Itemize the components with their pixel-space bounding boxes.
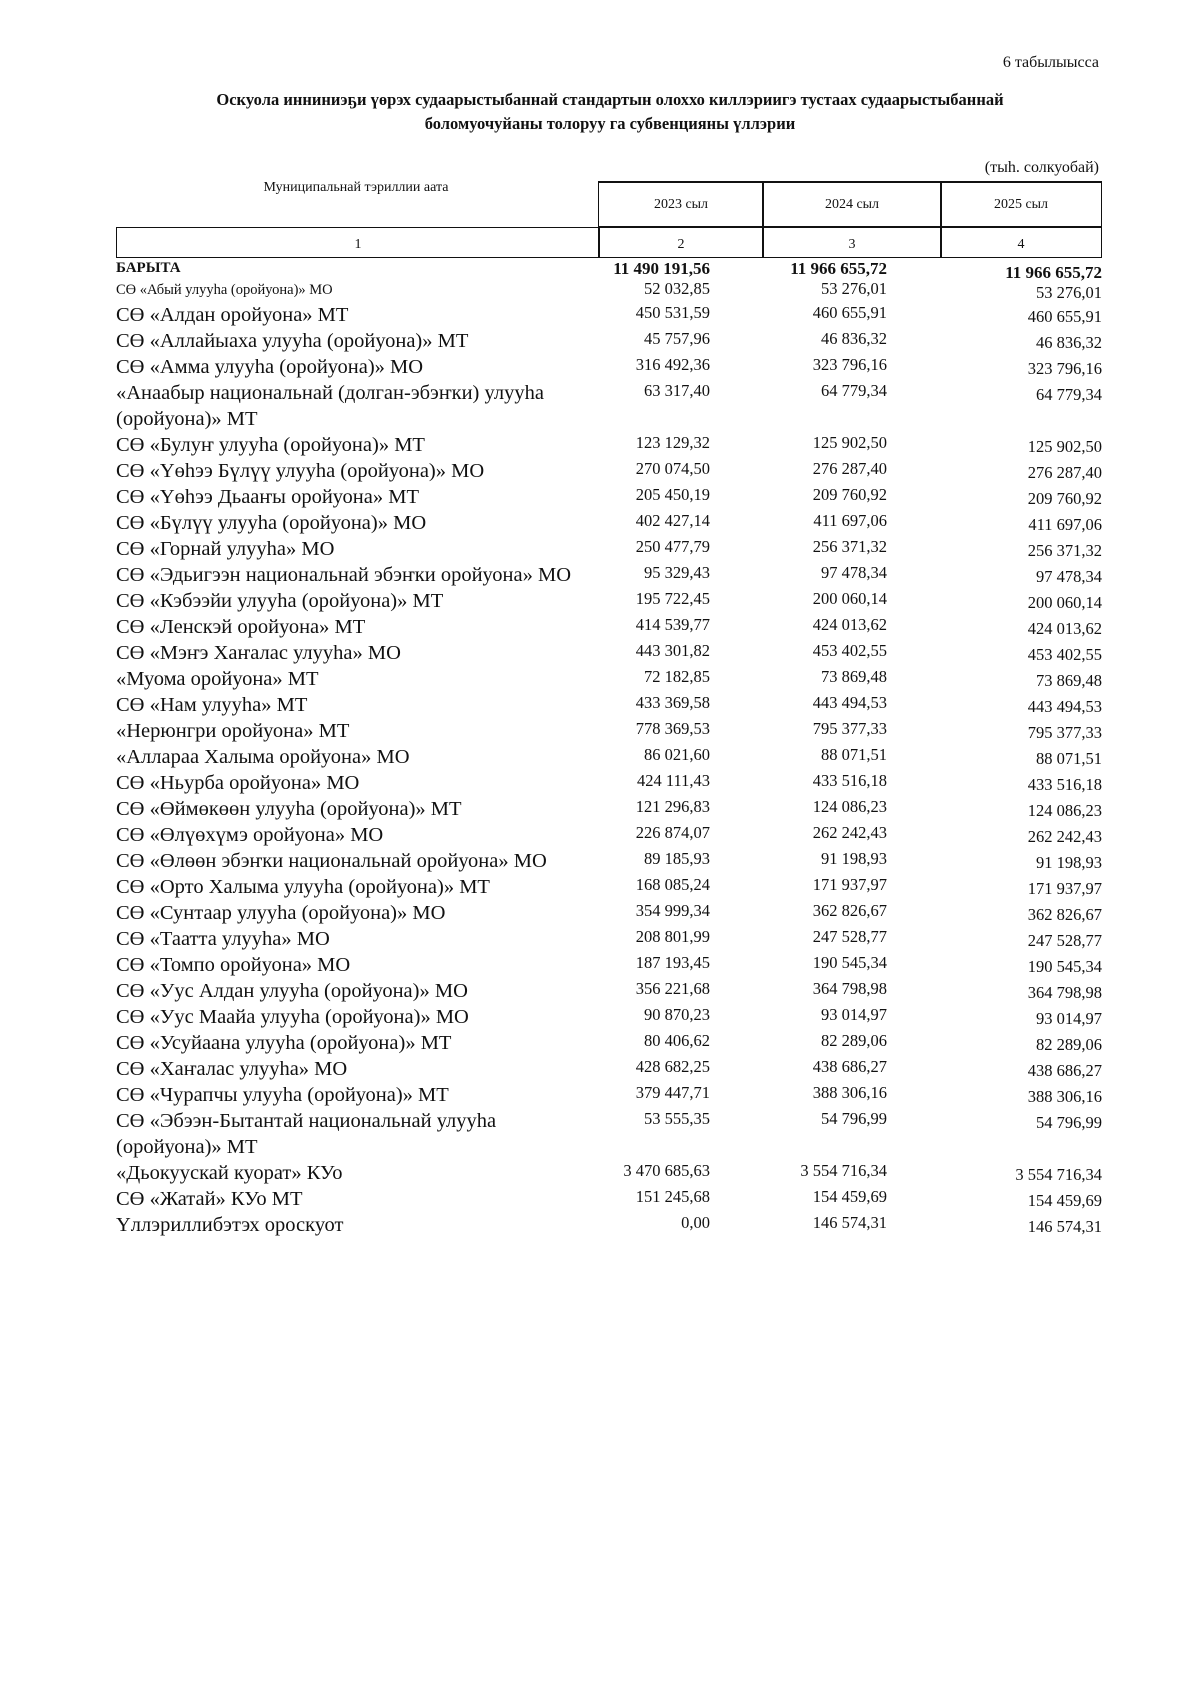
row-value-2024: 97 478,34 [821,563,887,582]
row-value-2024: 200 060,14 [812,589,887,608]
row-name: СӨ «Жатай» КУо МТ [116,1188,303,1210]
row-value-2024: 124 086,23 [812,797,887,816]
table-row [116,1056,1102,1082]
row-value-2025: 364 798,98 [1027,983,1102,1002]
row-value-2025: 11 966 655,72 [1005,263,1102,282]
row-value-2025: 388 306,16 [1027,1087,1102,1106]
table-row [116,614,1102,640]
row-name: СӨ «Усуйаана улууһа (оройуона)» МТ [116,1032,452,1054]
row-value-2023: 151 245,68 [635,1187,710,1206]
row-value-2024: 411 697,06 [813,511,887,530]
row-name: «Анаабыр национальнай (долган-эбэҥки) улууһа (оройуона)» МТ [116,382,544,430]
row-value-2024: 256 371,32 [812,537,887,556]
row-value-2025: 262 242,43 [1027,827,1102,846]
table-row [116,1082,1102,1108]
row-value-2024: 433 516,18 [812,771,887,790]
row-name: СӨ «Эбээн-Бытантай национальнай улууһа (оройуона)» МТ [116,1110,497,1158]
row-name: СӨ «Хаҥалас улууһа» МО [116,1058,348,1080]
row-value-2025: 154 459,69 [1027,1191,1102,1210]
table-row [116,926,1102,952]
row-value-2025: 438 686,27 [1027,1061,1102,1080]
row-value-2024: 125 902,50 [812,433,887,452]
row-name: СӨ «Үөһээ Дьааҥы оройуона» МТ [116,486,419,508]
table-row [116,484,1102,510]
row-value-2023: 72 182,85 [644,667,710,686]
row-value-2023: 95 329,43 [644,563,710,582]
row-value-2025: 146 574,31 [1027,1217,1102,1236]
table-row [116,796,1102,822]
row-value-2025: 256 371,32 [1027,541,1102,560]
name-column-header: Муниципальнай тэриллии аата [263,180,449,195]
table-row [116,1160,1102,1186]
row-name: Үллэриллибэтэх ороскуот [116,1214,344,1236]
row-name: СӨ «Орто Халыма улууһа (оройуона)» МТ [116,876,490,898]
row-name: СӨ «Булуҥ улууһа (оройуона)» МТ [116,434,425,456]
row-name: СӨ «Өймөкөөн улууһа (оройуона)» МТ [116,798,462,820]
year-header-2023: 2023 сыл [598,181,764,227]
table-row [116,744,1102,770]
col-number-3: 3 [762,227,942,258]
row-value-2024: 88 071,51 [821,745,887,764]
row-name: СӨ «Үөһээ Бүлүү улууһа (оройуона)» МО [116,460,485,482]
row-name: СӨ «Аллайыаха улууһа (оройуона)» МТ [116,330,469,352]
row-value-2023: 52 032,85 [644,279,710,298]
table-row [116,718,1102,744]
row-value-2024: 154 459,69 [812,1187,887,1206]
document-title [120,88,1100,136]
table-row-total [116,258,1102,282]
row-value-2023: 195 722,45 [635,589,710,608]
row-value-2023: 226 874,07 [635,823,710,842]
row-value-2024: 453 402,55 [812,641,887,660]
row-value-2023: 316 492,36 [635,355,710,374]
table-row [116,536,1102,562]
row-value-2025: 3 554 716,34 [1015,1165,1102,1184]
row-value-2025: 362 826,67 [1027,905,1102,924]
title-line-1: Оскуола инниниэҕи үөрэх судаарыстыбаннай стандартын олоххо киллэриигэ тустаах судаарыстыбаннай [216,90,1004,109]
row-value-2025: 88 071,51 [1036,749,1102,768]
row-name: СӨ «Уус Маайа улууһа (оройуона)» МО [116,1006,469,1028]
row-value-2024: 190 545,34 [812,953,887,972]
row-value-2023: 433 369,58 [635,693,710,712]
table-row [116,458,1102,484]
row-value-2025: 82 289,06 [1036,1035,1102,1054]
row-value-2023: 356 221,68 [635,979,710,998]
row-value-2025: 97 478,34 [1036,567,1102,586]
row-name: СӨ «Ленскэй оройуона» МТ [116,616,366,638]
row-value-2023: 123 129,32 [635,433,710,452]
row-value-2025: 411 697,06 [1028,515,1102,534]
row-value-2023: 354 999,34 [635,901,710,920]
row-value-2023: 205 450,19 [635,485,710,504]
row-value-2023: 11 490 191,56 [613,259,710,278]
row-value-2024: 93 014,97 [821,1005,887,1024]
row-value-2025: 190 545,34 [1027,957,1102,976]
row-value-2025: 200 060,14 [1027,593,1102,612]
row-value-2023: 53 555,35 [644,1109,710,1128]
row-name: СӨ «Томпо оройуона» МО [116,954,351,976]
table-row [116,692,1102,718]
table-row [116,432,1102,458]
year-header-2025: 2025 сыл [940,181,1102,227]
row-value-2024: 323 796,16 [812,355,887,374]
row-value-2023: 63 317,40 [644,381,710,400]
table-row [116,1030,1102,1056]
row-value-2023: 89 185,93 [644,849,710,868]
table-row [116,822,1102,848]
row-value-2025: 124 086,23 [1027,801,1102,820]
row-name: СӨ «Амма улууһа (оройуона)» МО [116,356,424,378]
row-name: СӨ «Мэҥэ Хаҥалас улууһа» МО [116,642,401,664]
table-row [116,978,1102,1004]
row-name: СӨ «Горнай улууһа» МО [116,538,335,560]
row-value-2023: 3 470 685,63 [623,1161,710,1180]
row-value-2025: 125 902,50 [1027,437,1102,456]
row-name: «Аллараа Халыма оройуона» МО [116,746,410,768]
row-name: СӨ «Сунтаар улууһа (оройуона)» МО [116,902,446,924]
table-row [116,302,1102,328]
row-value-2025: 276 287,40 [1027,463,1102,482]
row-name: СӨ «Эдьигээн национальнай эбэҥки оройуона» МО [116,564,572,586]
table-row [116,770,1102,796]
table-row [116,900,1102,926]
row-name: СӨ «Уус Алдан улууһа (оройуона)» МО [116,980,468,1002]
row-name: СӨ «Чурапчы улууһа (оройуона)» МТ [116,1084,449,1106]
row-value-2023: 80 406,62 [644,1031,710,1050]
row-value-2024: 362 826,67 [812,901,887,920]
table-row [116,1186,1102,1212]
row-value-2025: 171 937,97 [1027,879,1102,898]
row-value-2025: 795 377,33 [1027,723,1102,742]
row-value-2023: 379 447,71 [635,1083,710,1102]
row-value-2024: 795 377,33 [812,719,887,738]
row-value-2024: 443 494,53 [812,693,887,712]
row-value-2025: 93 014,97 [1036,1009,1102,1028]
row-value-2023: 168 085,24 [635,875,710,894]
row-value-2024: 146 574,31 [812,1213,887,1232]
row-value-2024: 73 869,48 [821,667,887,686]
table-row [116,1004,1102,1030]
row-value-2024: 388 306,16 [812,1083,887,1102]
row-value-2023: 187 193,45 [635,953,710,972]
row-value-2024: 460 655,91 [812,303,887,322]
row-value-2023: 402 427,14 [635,511,710,530]
row-value-2025: 433 516,18 [1027,775,1102,794]
title-line-2: боломуочуйаны толоруу га субвенцияны үллэрии [424,114,796,133]
row-value-2025: 323 796,16 [1027,359,1102,378]
row-value-2023: 424 111,43 [636,771,710,790]
year-header-2024: 2024 сыл [762,181,942,227]
row-value-2024: 46 836,32 [821,329,887,348]
table-body [116,258,1102,1238]
row-name: СӨ «Нам улууһа» МТ [116,694,308,716]
table-row [116,354,1102,380]
row-value-2025: 73 869,48 [1036,671,1102,690]
row-value-2024: 424 013,62 [812,615,887,634]
row-value-2024: 247 528,77 [812,927,887,946]
row-name: СӨ «Кэбээйи улууһа (оройуона)» МТ [116,590,444,612]
table-row [116,588,1102,614]
row-value-2025: 209 760,92 [1027,489,1102,508]
table-row [116,666,1102,692]
row-value-2025: 91 198,93 [1036,853,1102,872]
row-value-2023: 428 682,25 [635,1057,710,1076]
table-row [116,1108,1102,1160]
row-value-2023: 250 477,79 [635,537,710,556]
table-row [116,952,1102,978]
row-value-2023: 86 021,60 [644,745,710,764]
row-value-2023: 443 301,82 [635,641,710,660]
row-value-2024: 364 798,98 [812,979,887,998]
row-value-2024: 64 779,34 [821,381,887,400]
row-name: «Нерюнгри оройуона» МТ [116,720,350,742]
row-value-2025: 424 013,62 [1027,619,1102,638]
table-row [116,640,1102,666]
row-value-2023: 208 801,99 [635,927,710,946]
row-value-2025: 53 276,01 [1036,283,1102,302]
row-name: СӨ «Өлүөхүмэ оройуона» МО [116,824,384,846]
row-name: «Муома оройуона» МТ [116,668,319,690]
row-value-2023: 270 074,50 [635,459,710,478]
row-value-2025: 64 779,34 [1036,385,1102,404]
row-name: «Дьокуускай куорат» КУо [116,1162,343,1184]
row-value-2025: 46 836,32 [1036,333,1102,352]
row-value-2025: 453 402,55 [1027,645,1102,664]
row-value-2024: 438 686,27 [812,1057,887,1076]
row-value-2023: 90 870,23 [644,1005,710,1024]
annex-label: 6 табылыысса [1002,54,1099,71]
row-value-2023: 45 757,96 [644,329,710,348]
table-row [116,328,1102,354]
row-name: СӨ «Абый улууһа (оройуона)» МО [116,282,333,298]
row-value-2024: 3 554 716,34 [800,1161,887,1180]
table-row [116,380,1102,432]
row-value-2024: 262 242,43 [812,823,887,842]
row-name: СӨ «Алдан оройуона» МТ [116,304,349,326]
row-name: СӨ «Өлөөн эбэҥки национальнай оройуона» МО [116,850,547,872]
table-row [116,874,1102,900]
table-row [116,510,1102,536]
row-value-2023: 450 531,59 [635,303,710,322]
row-name: СӨ «Ньурба оройуона» МО [116,772,360,794]
row-value-2025: 247 528,77 [1027,931,1102,950]
row-value-2025: 443 494,53 [1027,697,1102,716]
col-number-4: 4 [940,227,1102,258]
row-value-2024: 171 937,97 [812,875,887,894]
table-row [116,278,1102,302]
row-value-2024: 53 276,01 [821,279,887,298]
row-value-2024: 54 796,99 [821,1109,887,1128]
row-value-2023: 0,00 [681,1213,710,1232]
row-value-2023: 414 539,77 [635,615,710,634]
table-row [116,562,1102,588]
row-name: СӨ «Бүлүү улууһа (оройуона)» МО [116,512,427,534]
row-value-2023: 778 369,53 [635,719,710,738]
table-row [116,848,1102,874]
row-value-2023: 121 296,83 [635,797,710,816]
col-number-1: 1 [116,227,600,258]
units-label: (тыһ. солкуобай) [984,159,1099,176]
row-value-2024: 276 287,40 [812,459,887,478]
col-number-2: 2 [598,227,764,258]
row-value-2024: 91 198,93 [821,849,887,868]
row-value-2025: 460 655,91 [1027,307,1102,326]
row-name: БАРЫТА [116,260,181,276]
row-value-2024: 82 289,06 [821,1031,887,1050]
row-value-2024: 209 760,92 [812,485,887,504]
row-name: СӨ «Таатта улууһа» МО [116,928,330,950]
row-value-2025: 54 796,99 [1036,1113,1102,1132]
table-row [116,1212,1102,1238]
row-value-2024: 11 966 655,72 [790,259,887,278]
